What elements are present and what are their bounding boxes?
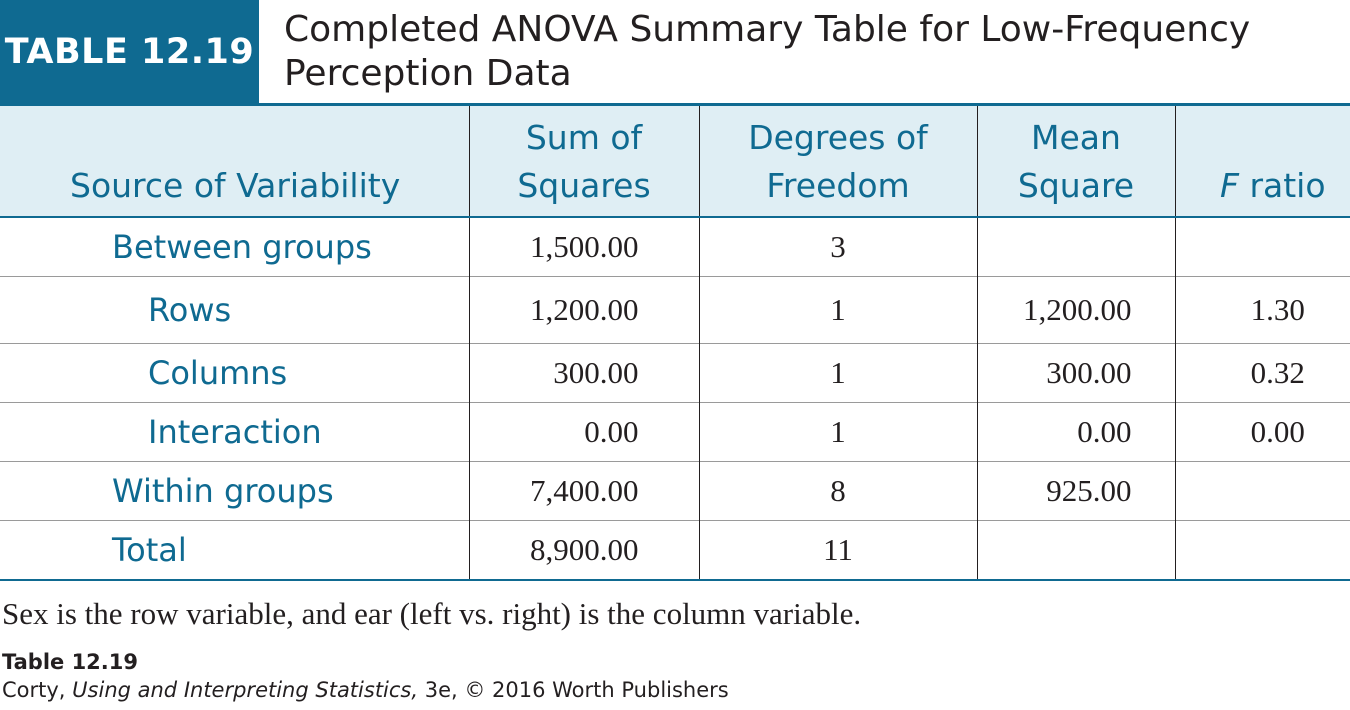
ms-cell: 925.00 — [977, 462, 1175, 521]
ss-cell: 300.00 — [469, 344, 699, 403]
ss-cell: 7,400.00 — [469, 462, 699, 521]
table-title-block — [0, 0, 1350, 106]
source-cell: Total — [0, 521, 469, 581]
f-cell: 1.30 — [1175, 277, 1350, 344]
table-row — [0, 344, 1350, 403]
source-cell: Interaction — [0, 403, 469, 462]
df-cell: 11 — [699, 521, 977, 581]
table-row — [0, 217, 1350, 277]
df-cell: 8 — [699, 462, 977, 521]
source-cell: Between groups — [112, 228, 372, 266]
ms-cell — [977, 217, 1175, 277]
ms-cell: 300.00 — [977, 344, 1175, 403]
ms-cell: 1,200.00 — [977, 277, 1175, 344]
header-sum-of-squares: Sum of Squares — [469, 106, 699, 217]
credit-line: Corty, Using and Interpreting Statistics, 3e, © 2016 Worth Publishers — [2, 678, 729, 702]
header-degrees-of-freedom: Degrees of Freedom — [699, 106, 977, 217]
table-row — [0, 403, 1350, 462]
table-row — [0, 521, 1350, 581]
table-number-badge: TABLE 12.19 — [0, 0, 259, 103]
table-row — [0, 462, 1350, 521]
f-cell: 0.00 — [1175, 403, 1350, 462]
source-cell: Within groups — [0, 462, 469, 521]
df-cell: 3 — [699, 217, 977, 277]
f-cell — [1175, 217, 1350, 277]
anova-summary-table — [0, 106, 1350, 581]
ss-cell: 8,900.00 — [469, 521, 699, 581]
table-note: Sex is the row variable, and ear (left vs. right) is the column variable. — [2, 596, 862, 631]
header-mean-square: Mean Square — [977, 106, 1175, 217]
df-cell: 1 — [699, 403, 977, 462]
ss-cell: 1,500.00 — [469, 217, 699, 277]
header-row — [0, 106, 1350, 217]
table-row — [0, 277, 1350, 344]
df-cell: 1 — [699, 344, 977, 403]
source-cell: Columns — [0, 344, 469, 403]
credit-label: Table 12.19 — [2, 650, 138, 674]
ms-cell: 0.00 — [977, 403, 1175, 462]
source-cell: Rows — [0, 277, 469, 344]
header-source: Source of Variability — [0, 106, 469, 217]
df-cell: 1 — [699, 277, 977, 344]
ss-cell: 1,200.00 — [469, 277, 699, 344]
f-cell — [1175, 521, 1350, 581]
f-cell — [1175, 462, 1350, 521]
f-cell: 0.32 — [1175, 344, 1350, 403]
ms-cell — [977, 521, 1175, 581]
header-f-ratio: F ratio — [1175, 106, 1350, 217]
table-title: Completed ANOVA Summary Table for Low-Frequency Perception Data — [284, 9, 1251, 94]
ss-cell: 0.00 — [469, 403, 699, 462]
